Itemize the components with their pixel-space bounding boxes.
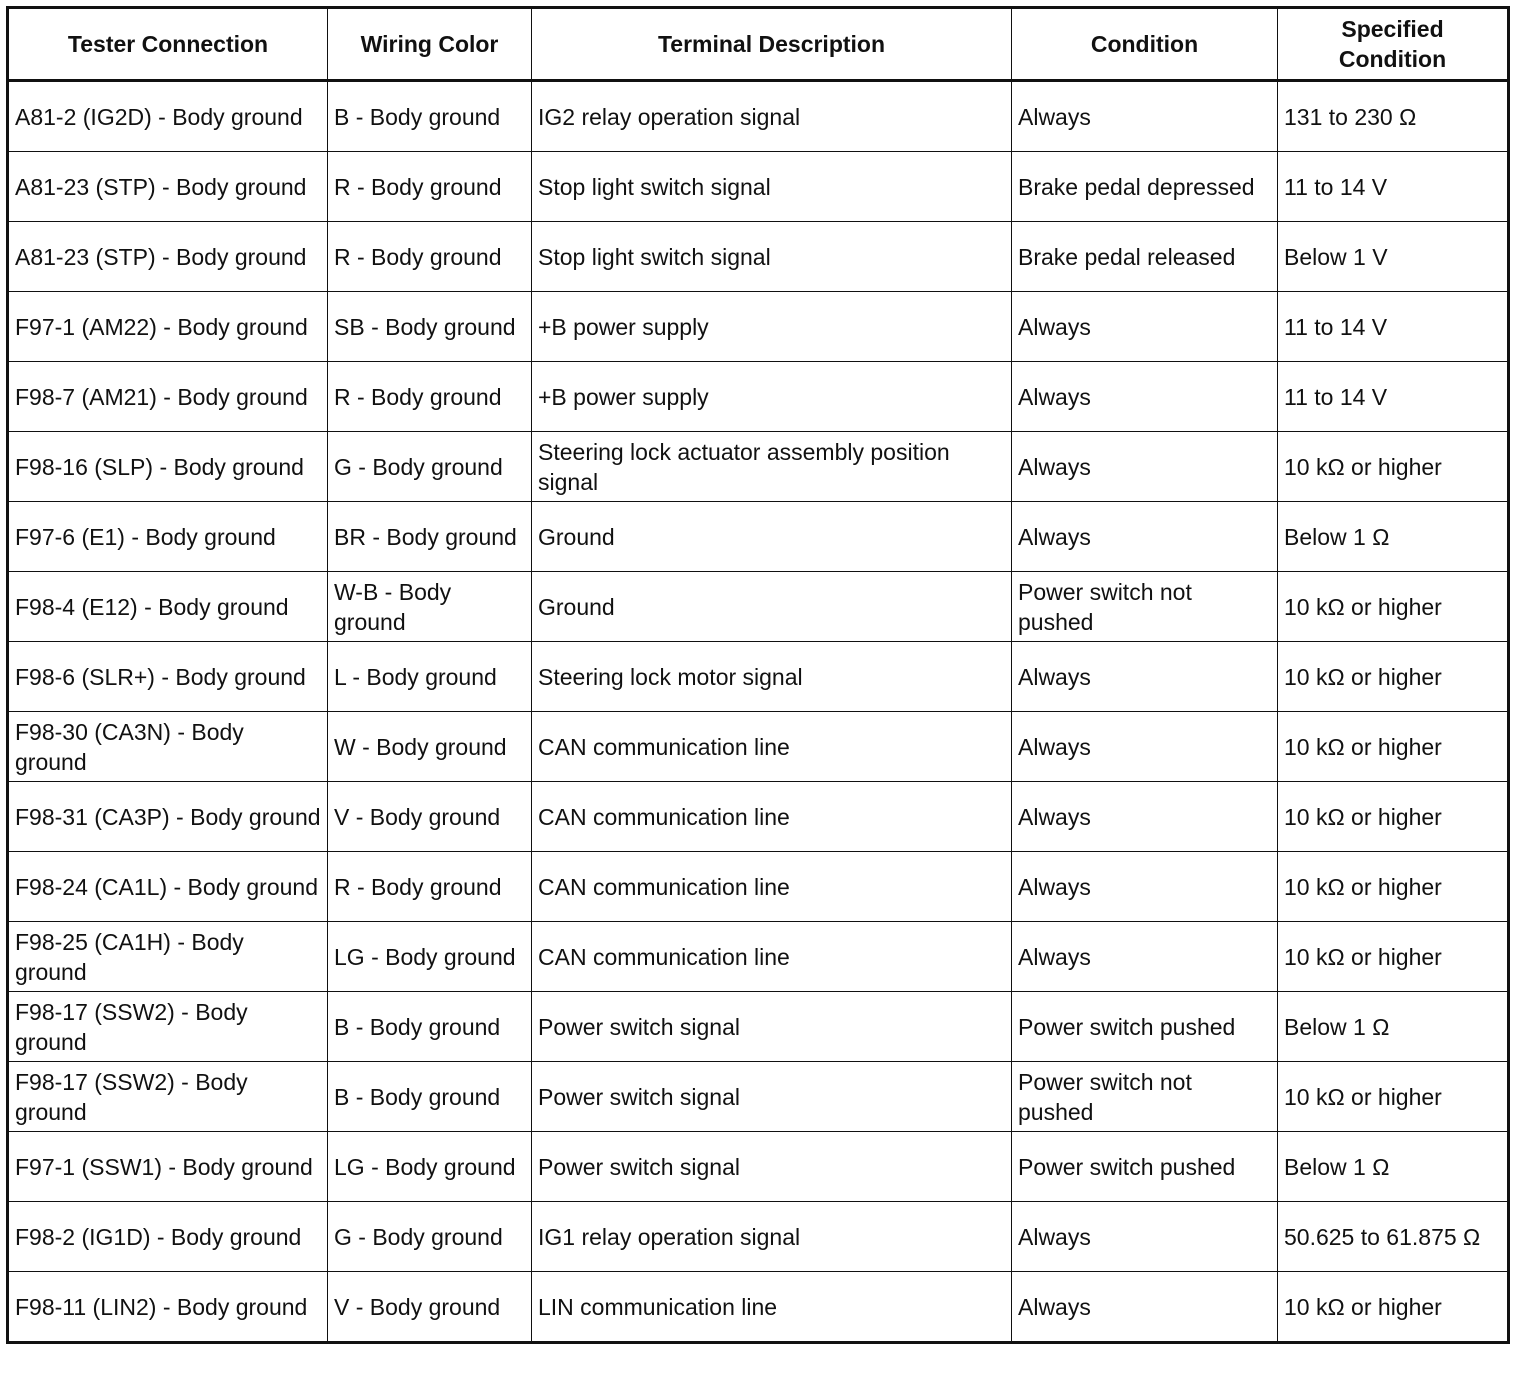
tester-connection-cell: F97-1 (AM22) - Body ground	[8, 292, 328, 362]
terminal-description-cell: CAN communication line	[532, 922, 1012, 992]
wiring-color-cell: L - Body ground	[328, 642, 532, 712]
wiring-color-cell: LG - Body ground	[328, 922, 532, 992]
header-wiring-color: Wiring Color	[328, 8, 532, 81]
wiring-color-cell: SB - Body ground	[328, 292, 532, 362]
condition-cell: Always	[1012, 502, 1278, 572]
specified-condition-cell: 10 kΩ or higher	[1278, 782, 1509, 852]
specified-condition-cell: Below 1 Ω	[1278, 992, 1509, 1062]
terminal-description-cell: Steering lock motor signal	[532, 642, 1012, 712]
specified-condition-cell: 10 kΩ or higher	[1278, 712, 1509, 782]
terminal-inspection-table	[6, 6, 1510, 1344]
specified-condition-cell: 10 kΩ or higher	[1278, 1062, 1509, 1132]
tester-connection-cell: F97-6 (E1) - Body ground	[8, 502, 328, 572]
specified-condition-cell: Below 1 Ω	[1278, 1132, 1509, 1202]
terminal-description-cell: IG1 relay operation signal	[532, 1202, 1012, 1272]
condition-cell: Always	[1012, 642, 1278, 712]
specified-condition-cell: 131 to 230 Ω	[1278, 81, 1509, 152]
table-row	[8, 782, 1509, 852]
condition-cell: Power switch pushed	[1012, 992, 1278, 1062]
table-row	[8, 572, 1509, 642]
tester-connection-cell: F98-11 (LIN2) - Body ground	[8, 1272, 328, 1343]
table-body	[8, 81, 1509, 1343]
terminal-description-cell: Stop light switch signal	[532, 152, 1012, 222]
specified-condition-cell: 10 kΩ or higher	[1278, 852, 1509, 922]
table-row	[8, 1272, 1509, 1343]
condition-cell: Brake pedal released	[1012, 222, 1278, 292]
tester-connection-cell: A81-2 (IG2D) - Body ground	[8, 81, 328, 152]
wiring-color-cell: G - Body ground	[328, 1202, 532, 1272]
tester-connection-cell: F98-17 (SSW2) - Body ground	[8, 1062, 328, 1132]
terminal-description-cell: Power switch signal	[532, 1062, 1012, 1132]
wiring-color-cell: R - Body ground	[328, 362, 532, 432]
terminal-description-cell: +B power supply	[532, 292, 1012, 362]
condition-cell: Brake pedal depressed	[1012, 152, 1278, 222]
table-row	[8, 81, 1509, 152]
wiring-color-cell: R - Body ground	[328, 852, 532, 922]
wiring-color-cell: B - Body ground	[328, 81, 532, 152]
table-row	[8, 992, 1509, 1062]
table-row	[8, 152, 1509, 222]
condition-cell: Always	[1012, 81, 1278, 152]
wiring-color-cell: B - Body ground	[328, 992, 532, 1062]
specified-condition-cell: 10 kΩ or higher	[1278, 642, 1509, 712]
condition-cell: Always	[1012, 432, 1278, 502]
table-row	[8, 362, 1509, 432]
condition-cell: Power switch not pushed	[1012, 572, 1278, 642]
header-tester-connection: Tester Connection	[8, 8, 328, 81]
header-specified-condition: Specified Condition	[1278, 8, 1509, 81]
condition-cell: Always	[1012, 1202, 1278, 1272]
table-row	[8, 502, 1509, 572]
table-row	[8, 852, 1509, 922]
terminal-description-cell: CAN communication line	[532, 852, 1012, 922]
wiring-color-cell: V - Body ground	[328, 1272, 532, 1343]
condition-cell: Power switch not pushed	[1012, 1062, 1278, 1132]
header-terminal-description: Terminal Description	[532, 8, 1012, 81]
terminal-description-cell: Ground	[532, 572, 1012, 642]
terminal-description-cell: Steering lock actuator assembly position signal	[532, 432, 1012, 502]
tester-connection-cell: F98-25 (CA1H) - Body ground	[8, 922, 328, 992]
table-row	[8, 712, 1509, 782]
table-row	[8, 1202, 1509, 1272]
specified-condition-cell: Below 1 V	[1278, 222, 1509, 292]
wiring-color-cell: R - Body ground	[328, 152, 532, 222]
condition-cell: Always	[1012, 292, 1278, 362]
tester-connection-cell: F98-4 (E12) - Body ground	[8, 572, 328, 642]
specified-condition-cell: 10 kΩ or higher	[1278, 432, 1509, 502]
specified-condition-cell: 11 to 14 V	[1278, 292, 1509, 362]
table-row	[8, 922, 1509, 992]
wiring-color-cell: V - Body ground	[328, 782, 532, 852]
specified-condition-cell: 10 kΩ or higher	[1278, 572, 1509, 642]
table-row	[8, 642, 1509, 712]
wiring-color-cell: W-B - Body ground	[328, 572, 532, 642]
wiring-color-cell: W - Body ground	[328, 712, 532, 782]
condition-cell: Always	[1012, 782, 1278, 852]
wiring-color-cell: LG - Body ground	[328, 1132, 532, 1202]
terminal-description-cell: Power switch signal	[532, 992, 1012, 1062]
table-row	[8, 432, 1509, 502]
tester-connection-cell: F98-2 (IG1D) - Body ground	[8, 1202, 328, 1272]
wiring-color-cell: R - Body ground	[328, 222, 532, 292]
condition-cell: Always	[1012, 362, 1278, 432]
specified-condition-cell: 10 kΩ or higher	[1278, 922, 1509, 992]
terminal-description-cell: CAN communication line	[532, 782, 1012, 852]
table-header-row	[8, 8, 1509, 81]
specified-condition-cell: Below 1 Ω	[1278, 502, 1509, 572]
tester-connection-cell: F98-17 (SSW2) - Body ground	[8, 992, 328, 1062]
tester-connection-cell: F97-1 (SSW1) - Body ground	[8, 1132, 328, 1202]
table-row	[8, 292, 1509, 362]
wiring-color-cell: G - Body ground	[328, 432, 532, 502]
terminal-description-cell: IG2 relay operation signal	[532, 81, 1012, 152]
tester-connection-cell: A81-23 (STP) - Body ground	[8, 152, 328, 222]
tester-connection-cell: F98-6 (SLR+) - Body ground	[8, 642, 328, 712]
table-row	[8, 222, 1509, 292]
header-condition: Condition	[1012, 8, 1278, 81]
terminal-description-cell: CAN communication line	[532, 712, 1012, 782]
tester-connection-cell: F98-31 (CA3P) - Body ground	[8, 782, 328, 852]
condition-cell: Power switch pushed	[1012, 1132, 1278, 1202]
condition-cell: Always	[1012, 852, 1278, 922]
condition-cell: Always	[1012, 922, 1278, 992]
table-row	[8, 1062, 1509, 1132]
specified-condition-cell: 11 to 14 V	[1278, 152, 1509, 222]
tester-connection-cell: A81-23 (STP) - Body ground	[8, 222, 328, 292]
tester-connection-cell: F98-30 (CA3N) - Body ground	[8, 712, 328, 782]
condition-cell: Always	[1012, 712, 1278, 782]
terminal-description-cell: +B power supply	[532, 362, 1012, 432]
specified-condition-cell: 50.625 to 61.875 Ω	[1278, 1202, 1509, 1272]
wiring-color-cell: B - Body ground	[328, 1062, 532, 1132]
tester-connection-cell: F98-24 (CA1L) - Body ground	[8, 852, 328, 922]
terminal-description-cell: Power switch signal	[532, 1132, 1012, 1202]
condition-cell: Always	[1012, 1272, 1278, 1343]
terminal-description-cell: Stop light switch signal	[532, 222, 1012, 292]
tester-connection-cell: F98-7 (AM21) - Body ground	[8, 362, 328, 432]
terminal-description-cell: LIN communication line	[532, 1272, 1012, 1343]
wiring-color-cell: BR - Body ground	[328, 502, 532, 572]
specified-condition-cell: 10 kΩ or higher	[1278, 1272, 1509, 1343]
terminal-description-cell: Ground	[532, 502, 1012, 572]
table-row	[8, 1132, 1509, 1202]
specified-condition-cell: 11 to 14 V	[1278, 362, 1509, 432]
tester-connection-cell: F98-16 (SLP) - Body ground	[8, 432, 328, 502]
